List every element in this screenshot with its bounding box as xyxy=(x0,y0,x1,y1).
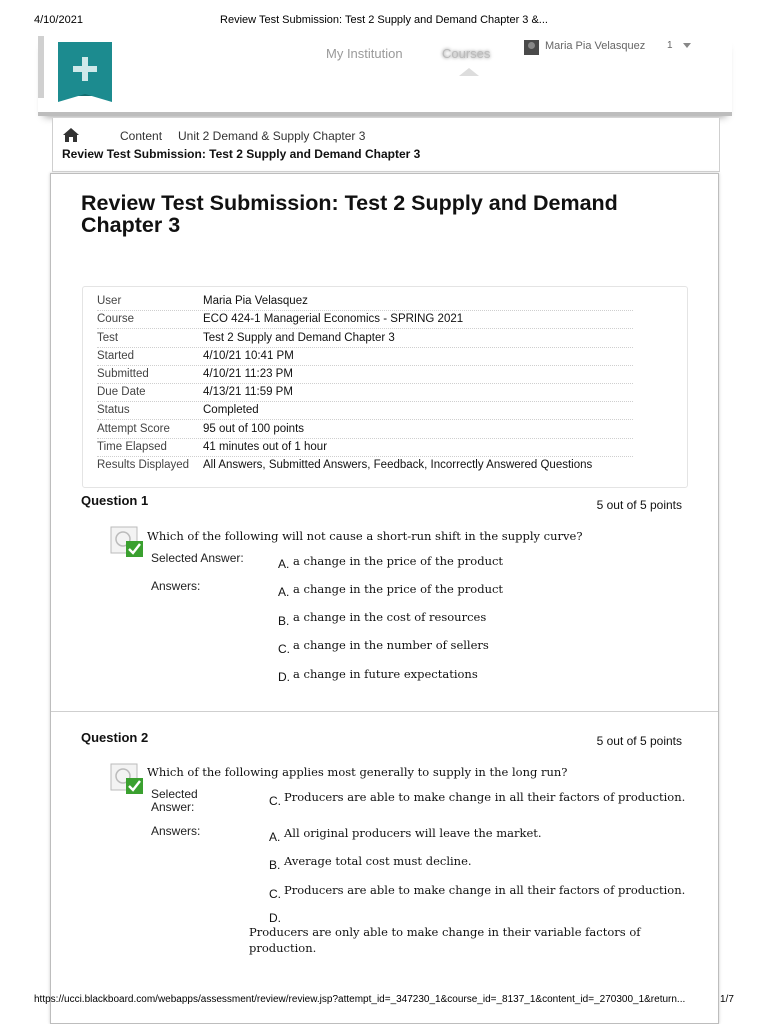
answer-text-line-1: Producers are only able to make change in their variable factors of xyxy=(249,925,641,939)
detail-value: ECO 424-1 Managerial Economics - SPRING 2021 xyxy=(203,313,464,325)
detail-value: All Answers, Submitted Answers, Feedback, Incorrectly Answered Questions xyxy=(203,459,593,471)
answer-text: a change in the price of the product xyxy=(293,582,504,596)
top-navigation-bar xyxy=(38,36,732,116)
home-icon[interactable] xyxy=(63,128,79,142)
answer-letter: D. xyxy=(278,670,290,684)
print-url: https://ucci.blackboard.com/webapps/assessment/review/review.jsp?attempt_id=_347230_1&course_id=_8137_1&content_id=_270300_1&return... xyxy=(34,994,686,1005)
detail-value: 4/10/21 11:23 PM xyxy=(203,368,293,380)
question-1-score: 5 out of 5 points xyxy=(596,498,682,512)
nav-my-institution[interactable]: My Institution xyxy=(326,46,403,61)
breadcrumb-unit[interactable]: Unit 2 Demand & Supply Chapter 3 xyxy=(178,129,366,143)
question-divider xyxy=(51,711,718,712)
selected-answer-text: a change in the price of the product xyxy=(293,554,504,568)
active-tab-indicator xyxy=(459,68,479,76)
print-footer xyxy=(0,994,768,1008)
detail-value: 4/13/21 11:59 PM xyxy=(203,386,293,398)
detail-row-attempt-score xyxy=(97,421,633,439)
detail-label: Attempt Score xyxy=(97,423,170,435)
print-page-number: 1/7 xyxy=(720,994,734,1005)
detail-label: Time Elapsed xyxy=(97,441,167,453)
detail-label: Results Displayed xyxy=(97,459,190,471)
question-2-score: 5 out of 5 points xyxy=(596,734,682,748)
chevron-down-icon[interactable] xyxy=(683,43,691,48)
answer-letter: B. xyxy=(278,614,290,628)
detail-label: Course xyxy=(97,313,135,325)
detail-row-user xyxy=(97,293,633,311)
detail-row-results-displayed xyxy=(97,457,633,475)
question-1-text: Which of the following will not cause a short-run shift in the supply curve? xyxy=(147,529,583,543)
notification-count[interactable]: 1 xyxy=(667,40,673,51)
print-date: 4/10/2021 xyxy=(34,14,83,26)
correct-answer-icon xyxy=(110,763,144,795)
detail-label: Test xyxy=(97,332,119,344)
answer-letter: A. xyxy=(278,585,290,599)
answer-text: a change in the cost of resources xyxy=(293,610,487,624)
detail-value: Maria Pia Velasquez xyxy=(203,295,308,307)
detail-row-status xyxy=(97,402,633,420)
answer-letter: C. xyxy=(269,887,281,901)
detail-row-started xyxy=(97,348,633,366)
selected-answer-text: Producers are able to make change in all their factors of production. xyxy=(284,790,686,804)
detail-label: Started xyxy=(97,350,135,362)
breadcrumb xyxy=(52,118,720,172)
detail-value: Test 2 Supply and Demand Chapter 3 xyxy=(203,332,395,344)
answer-letter: C. xyxy=(278,642,290,656)
selected-answer-label xyxy=(151,788,198,814)
answer-letter: A. xyxy=(269,830,281,844)
question-2-text: Which of the following applies most generally to supply in the long run? xyxy=(147,765,568,779)
detail-row-time-elapsed xyxy=(97,439,633,457)
user-menu-name[interactable]: Maria Pia Velasquez xyxy=(545,40,646,52)
answer-text: Average total cost must decline. xyxy=(284,854,472,868)
plus-icon-stem xyxy=(82,57,88,81)
detail-value: 41 minutes out of 1 hour xyxy=(203,441,328,453)
answers-label: Answers: xyxy=(151,824,201,838)
breadcrumb-content[interactable]: Content xyxy=(120,129,163,143)
selected-label-line-2: Answer: xyxy=(151,800,195,814)
answer-letter: B. xyxy=(269,858,281,872)
answer-text: a change in the number of sellers xyxy=(293,638,489,652)
selected-answer-letter: A. xyxy=(278,557,290,571)
answer-letter: D. xyxy=(269,911,281,925)
main-content-panel xyxy=(50,173,719,1024)
detail-label: User xyxy=(97,295,122,307)
detail-label: Status xyxy=(97,404,130,416)
topbar-edge xyxy=(38,36,44,98)
answer-text: a change in future expectations xyxy=(293,667,478,681)
answers-label: Answers: xyxy=(151,579,201,593)
page-title: Review Test Submission: Test 2 Supply and Demand Chapter 3 xyxy=(81,191,618,237)
answer-text-line-2: production. xyxy=(249,941,317,955)
detail-value: Completed xyxy=(203,404,259,416)
detail-row-due-date xyxy=(97,384,633,402)
question-1-title: Question 1 xyxy=(81,493,149,508)
detail-label: Submitted xyxy=(97,368,149,380)
answer-text: Producers are able to make change in all their factors of production. xyxy=(284,883,686,897)
nav-courses[interactable]: Courses xyxy=(442,46,491,61)
print-header xyxy=(0,14,768,30)
breadcrumb-current: Review Test Submission: Test 2 Supply and Demand Chapter 3 xyxy=(62,147,421,161)
logo-ribbon xyxy=(58,94,112,102)
correct-answer-icon xyxy=(110,526,144,558)
question-2-title: Question 2 xyxy=(81,730,149,745)
print-title: Review Test Submission: Test 2 Supply and Demand Chapter 3 &... xyxy=(220,14,548,26)
avatar[interactable] xyxy=(524,40,539,55)
selected-answer-label: Selected Answer: xyxy=(151,551,244,565)
detail-value: 4/10/21 10:41 PM xyxy=(203,350,294,362)
selected-answer-letter: C. xyxy=(269,794,281,808)
detail-label: Due Date xyxy=(97,386,146,398)
institution-logo[interactable] xyxy=(58,42,112,96)
detail-row-submitted xyxy=(97,366,633,384)
submission-details xyxy=(82,286,688,488)
detail-value: 95 out of 100 points xyxy=(203,423,305,435)
answer-text: All original producers will leave the market. xyxy=(284,826,542,840)
detail-row-course xyxy=(97,311,633,329)
selected-label-line-1: Selected xyxy=(151,787,198,801)
detail-row-test xyxy=(97,330,633,348)
